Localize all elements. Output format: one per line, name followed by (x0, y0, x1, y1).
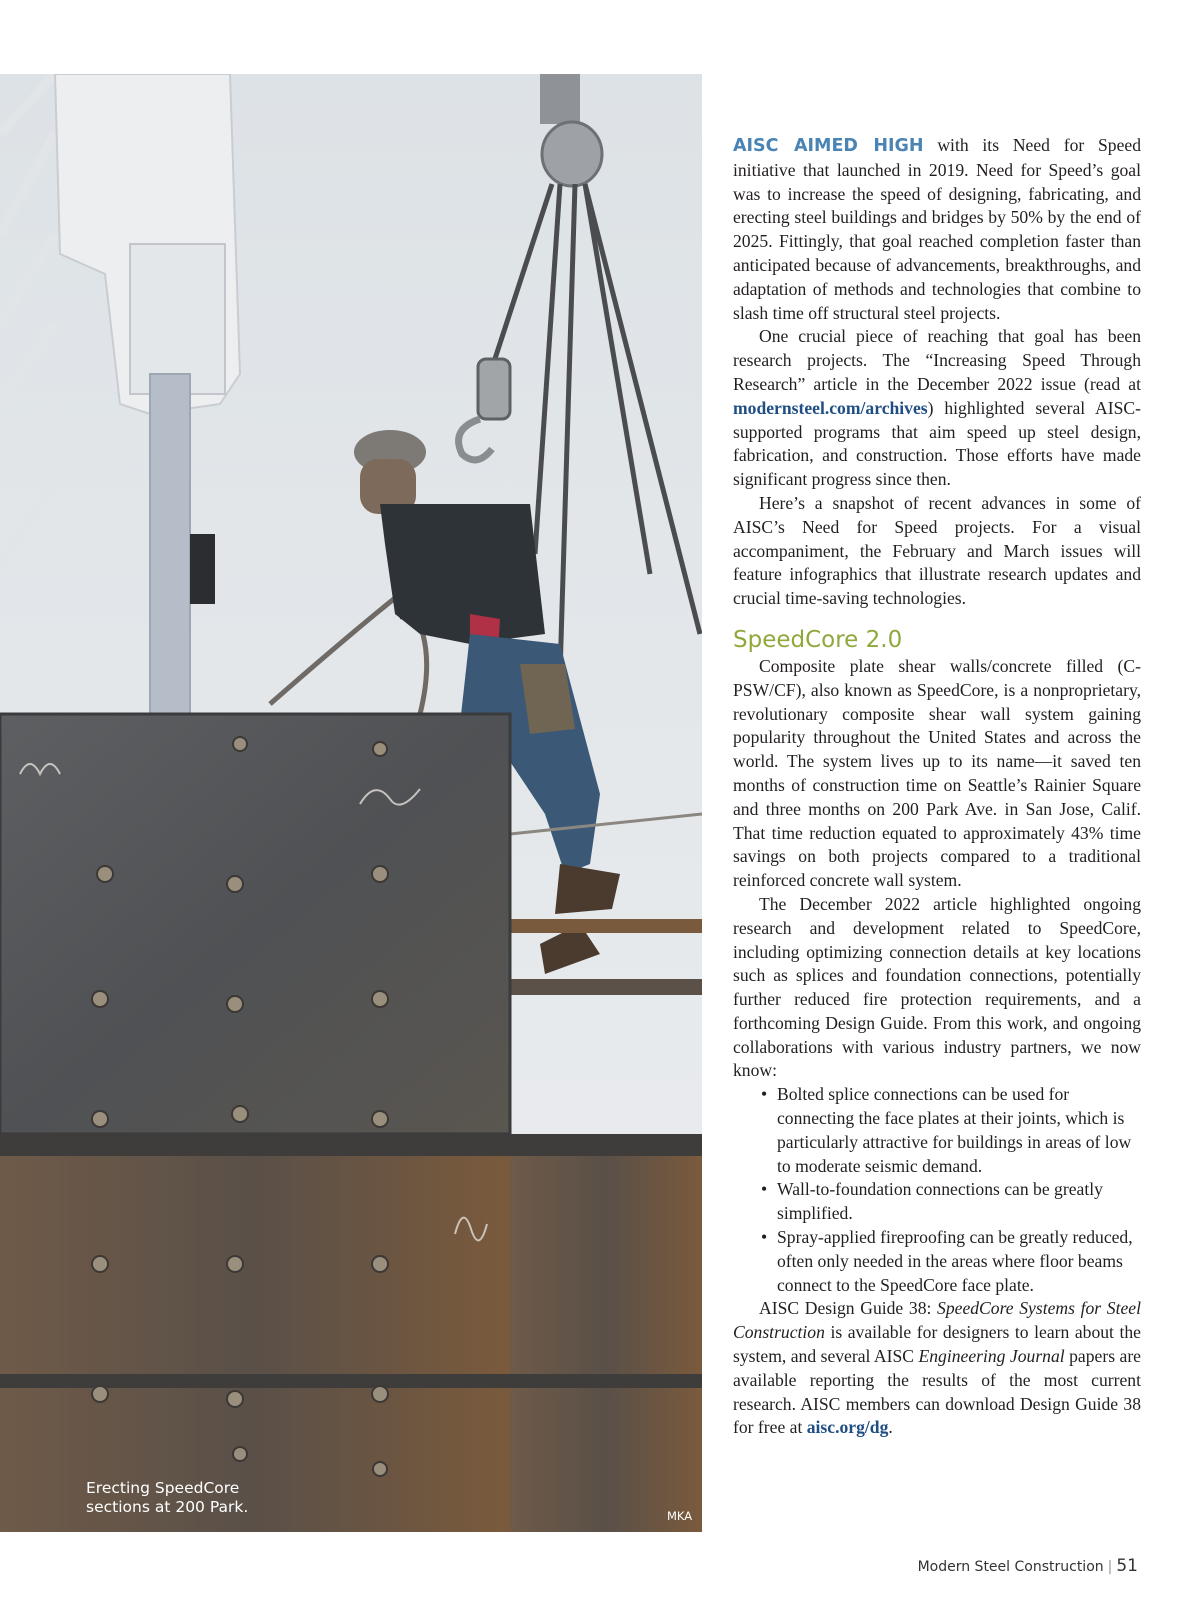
archives-link[interactable]: modernsteel.com/archives (733, 397, 928, 418)
intro-text: with its Need for Speed initiative that launched in 2019. Need for Speed’s goal was to increase the speed of designing, fabricating, and erecting steel buildings and bridges by 50% by the end of 2025. Fittingly, that goal reached completion faster than anticipated because of advancements, breakthroughs, and adaptation of methods and technologies that combine to slash time off structural steel projects. (733, 135, 1142, 323)
article-photo (0, 74, 702, 1532)
section-heading-speedcore: SpeedCore 2.0 (733, 626, 903, 653)
p6-text-1: AISC Design Guide 38: (759, 1298, 938, 1319)
photo-credit: MKA (667, 1509, 693, 1523)
lead-in: AISC AIMED HIGH (733, 136, 924, 156)
publication-name: Modern Steel Construction (917, 1559, 1104, 1575)
paragraph-design-guide (733, 1297, 1141, 1440)
paragraph-snapshot: Here’s a snapshot of recent advances in some of AISC’s Need for Speed projects. For a visual accompaniment, the February and March issues will feature infographics that illustrate research updates and crucial time-saving technologies. (733, 492, 1141, 609)
p6-text-2: is available for designers to learn about the system, and several AISC (733, 1322, 1141, 1367)
design-guide-title: SpeedCore Systems for Steel Construction (733, 1298, 1141, 1343)
paragraph-speedcore-intro: Composite plate shear walls/concrete filled (C-PSW/CF), also known as SpeedCore, is a nonproprietary, revolutionary composite shear wall system gaining popularity throughout the United States and across the world. The system lives up to its name—it saved ten months of construction time on Seattle’s Rainier Square and three months on 200 Park Ave. in San Jose, Calif. That time reduction equated to approximately 43% time savings on both projects compared to a traditional reinforced concrete wall system. (733, 655, 1141, 891)
photo-caption (86, 1479, 306, 1517)
caption-line-1: Erecting SpeedCore (86, 1479, 240, 1497)
list-item: • Bolted splice connections can be used for connecting the face plates at their joints, which is particularly attractive for buildings in areas of low to moderate seismic demand. (761, 1083, 1141, 1178)
list-item: • Spray-applied fireproofing can be greatly reduced, often only needed in the areas where floor beams connect to the SpeedCore face plate. (761, 1226, 1141, 1297)
page-number: 51 (1116, 1556, 1138, 1576)
ironworker-photo-illustration (0, 74, 702, 1532)
footer-separator: | (1107, 1559, 1113, 1575)
design-guide-link[interactable]: aisc.org/dg (806, 1417, 889, 1438)
journal-title: Engineering Journal (918, 1346, 1065, 1367)
p2-text-before-link: One crucial piece of reaching that goal has been research projects. The “Increasing Speed Through Research” article in the December 2022 issue (read at (733, 326, 1141, 394)
paragraph-research (733, 325, 1141, 492)
article-column (733, 134, 1141, 1440)
list-item: • Wall-to-foundation connections can be greatly simplified. (761, 1178, 1141, 1226)
findings-list (733, 1083, 1141, 1297)
p6-text-3: papers are available reporting the results of the most current research. AISC members can download Design Guide 38 for free at (733, 1346, 1141, 1438)
paragraph-research-dev: The December 2022 article highlighted ongoing research and development related to SpeedCore, including optimizing connection details at key locations such as splices and foundation connections, potentially further reduced fire protection requirements, and a forthcoming Design Guide. From this work, and ongoing collaborations with various industry partners, we now know: (733, 893, 1141, 1081)
page-footer (918, 1556, 1138, 1576)
p2-text-after-link: ) highlighted several AISC-supported programs that aim speed up steel design, fabrication, and construction. Those efforts have made significant progress since then. (733, 397, 1141, 490)
intro-paragraph (733, 134, 1141, 325)
p6-text-4: . (888, 1417, 893, 1438)
caption-line-2: sections at 200 Park. (86, 1498, 249, 1516)
